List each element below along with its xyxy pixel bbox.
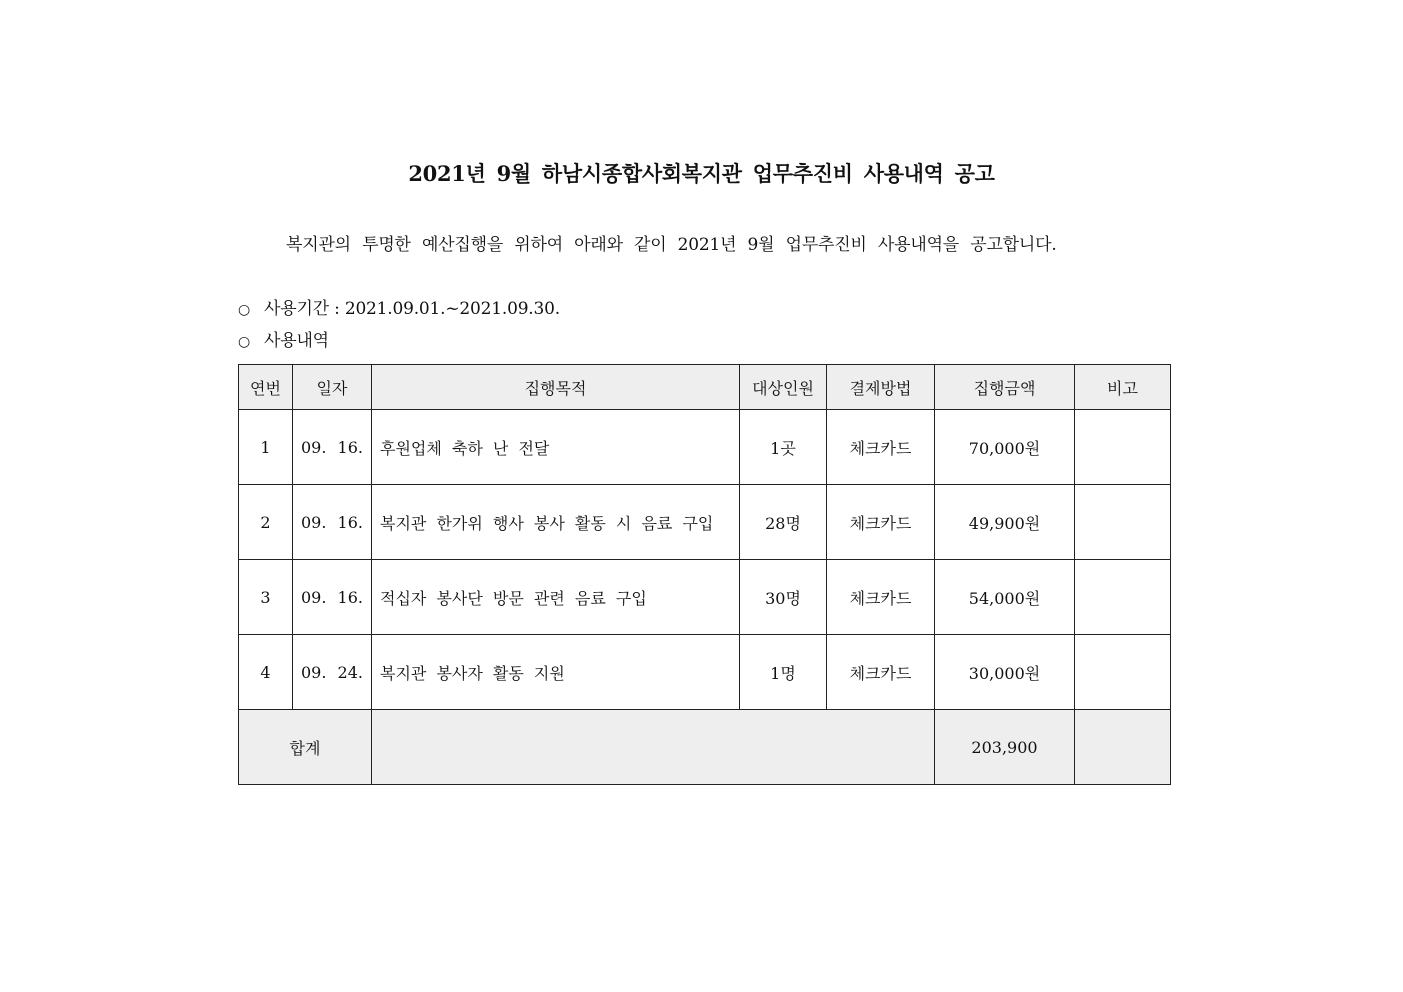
usage-details-line	[238, 326, 329, 351]
cell-people: 1명	[740, 635, 827, 710]
cell-people: 28명	[740, 485, 827, 560]
cell-method: 체크카드	[827, 635, 935, 710]
header-date: 일자	[293, 365, 372, 410]
usage-period-text: 사용기간 : 2021.09.01.~2021.09.30.	[264, 299, 560, 319]
cell-purpose: 후원업체 축하 난 전달	[372, 410, 740, 485]
cell-purpose: 복지관 봉사자 활동 지원	[372, 635, 740, 710]
header-purpose: 집행목적	[372, 365, 740, 410]
total-label: 합계	[239, 710, 372, 785]
cell-people: 1곳	[740, 410, 827, 485]
cell-amount: 49,900원	[935, 485, 1075, 560]
total-amount: 203,900	[935, 710, 1075, 785]
cell-no: 3	[239, 560, 293, 635]
table-header-row	[239, 365, 1171, 410]
bullet-circle-icon: ○	[238, 334, 251, 350]
cell-remarks	[1075, 485, 1171, 560]
total-row	[239, 710, 1171, 785]
bullet-circle-icon: ○	[238, 302, 251, 318]
usage-details-text: 사용내역	[264, 331, 329, 351]
cell-people: 30명	[740, 560, 827, 635]
expense-table	[238, 364, 1171, 785]
cell-date: 09. 16.	[293, 485, 372, 560]
cell-no: 1	[239, 410, 293, 485]
header-no: 연번	[239, 365, 293, 410]
cell-remarks	[1075, 560, 1171, 635]
header-method: 결제방법	[827, 365, 935, 410]
header-people: 대상인원	[740, 365, 827, 410]
table-row	[239, 485, 1171, 560]
cell-method: 체크카드	[827, 560, 935, 635]
usage-period-line	[238, 294, 560, 319]
cell-no: 4	[239, 635, 293, 710]
cell-amount: 30,000원	[935, 635, 1075, 710]
cell-purpose: 적십자 봉사단 방문 관련 음료 구입	[372, 560, 740, 635]
intro-text: 복지관의 투명한 예산집행을 위하여 아래와 같이 2021년 9월 업무추진비 사용내역을 공고합니다.	[286, 235, 1057, 255]
table-row	[239, 635, 1171, 710]
table-row	[239, 560, 1171, 635]
cell-amount: 54,000원	[935, 560, 1075, 635]
cell-purpose: 복지관 한가위 행사 봉사 활동 시 음료 구입	[372, 485, 740, 560]
header-remarks: 비고	[1075, 365, 1171, 410]
total-remarks	[1075, 710, 1171, 785]
cell-date: 09. 16.	[293, 560, 372, 635]
cell-method: 체크카드	[827, 485, 935, 560]
cell-date: 09. 16.	[293, 410, 372, 485]
total-empty-cell	[372, 710, 935, 785]
cell-no: 2	[239, 485, 293, 560]
table-row	[239, 410, 1171, 485]
cell-date: 09. 24.	[293, 635, 372, 710]
document-title: 2021년 9월 하남시종합사회복지관 업무추진비 사용내역 공고	[408, 161, 995, 186]
cell-amount: 70,000원	[935, 410, 1075, 485]
header-amount: 집행금액	[935, 365, 1075, 410]
cell-remarks	[1075, 410, 1171, 485]
cell-remarks	[1075, 635, 1171, 710]
cell-method: 체크카드	[827, 410, 935, 485]
